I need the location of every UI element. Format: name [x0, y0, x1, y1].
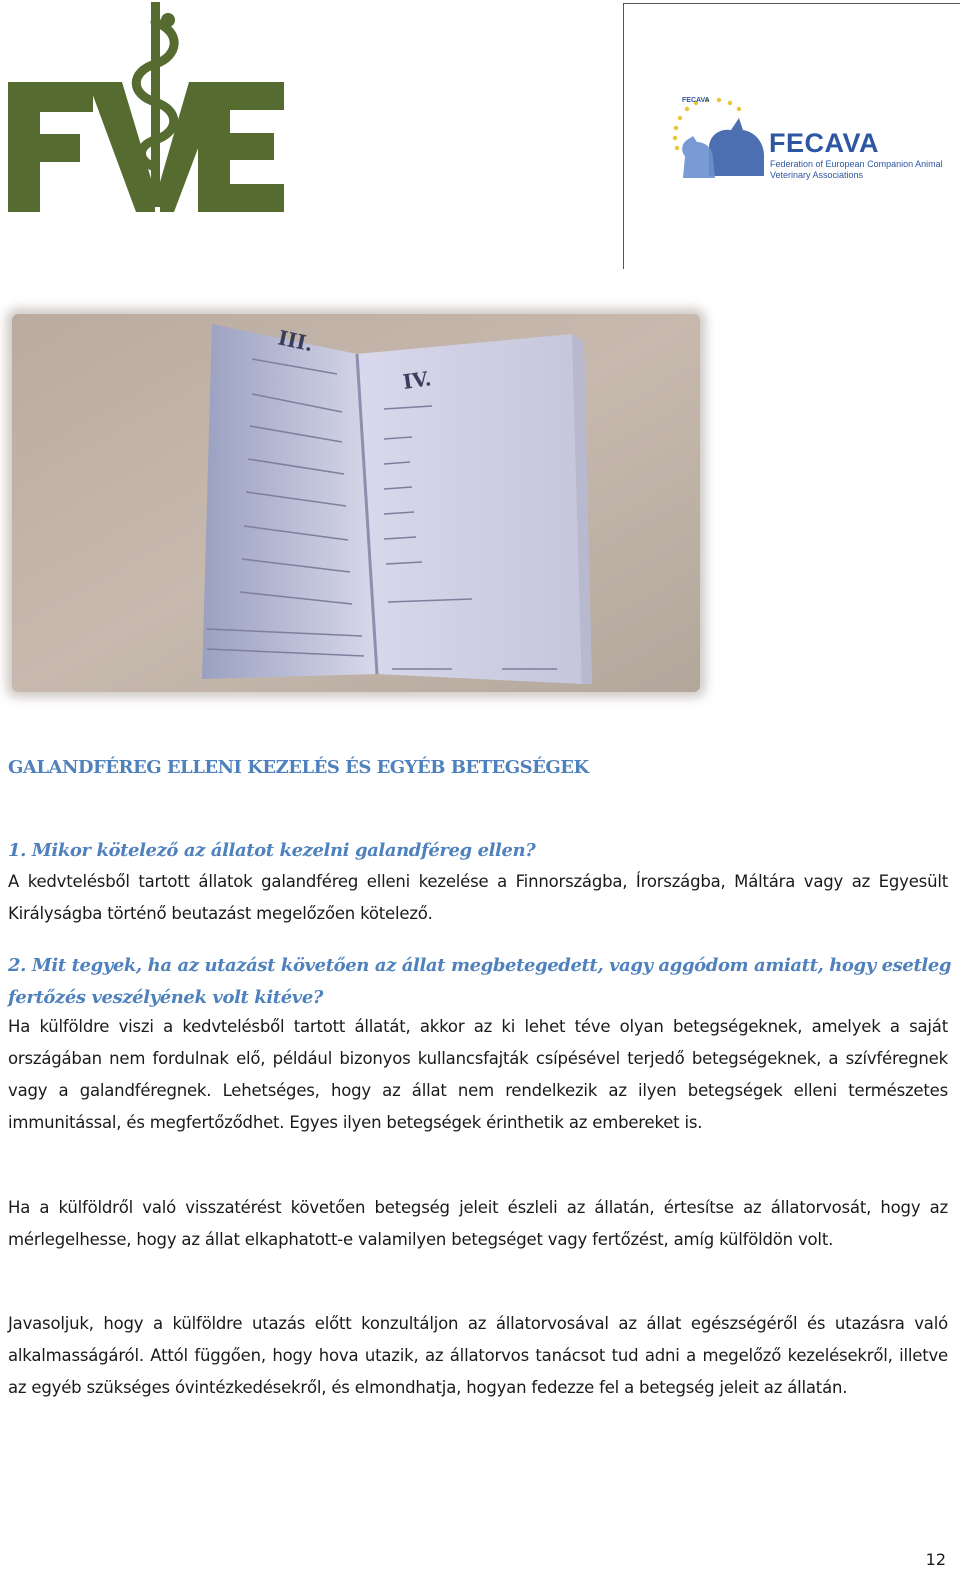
- fecava-name: FECAVA: [769, 128, 879, 158]
- question-2-answer-paragraph-1: Ha külföldre viszi a kedvtelésből tartott állatát, akkor az ki lehet téve olyan betegségeknek, amelyek a saját országában nem fordulnak elő, például bizonyos kullancsfajták csípésével terjedő betegségeknek, a szívféregnek vagy a galandféregnek. Lehetséges, hogy az állat nem rendelkezik az ilyen betegségek elleni természetes immunitással, és megfertőződhet. Egyes ilyen betegségek érinthetik az embereket is.: [8, 1017, 948, 1132]
- fecava-emblem-icon: [669, 96, 769, 181]
- page-number: 12: [925, 1550, 946, 1569]
- fecava-subtitle: Federation of European Companion Animal Veterinary Associations: [770, 159, 943, 180]
- section-heading: GALANDFÉREG ELLENI KEZELÉS ÉS EGYÉB BETEGSÉGEK: [8, 757, 589, 778]
- passport-illustration: [12, 314, 700, 692]
- fecava-arc-text: FECAVA: [682, 97, 710, 104]
- question-2-heading: 2. Mit tegyek, ha az utazást követően az állat megbetegedett, vagy aggódom amiatt, hogy esetleg fertőzés veszélyének volt kitéve?: [8, 955, 952, 1008]
- question-1-heading: 1. Mikor kötelező az állatot kezelni galandféreg ellen?: [8, 840, 536, 861]
- question-2-answer-paragraph-3: Javasoljuk, hogy a külföldre utazás előtt konzultáljon az állatorvosával az állat egészségéről és utazásra való alkalmasságáról. Attól függően, hogy hova utazik, az állatorvos tanácsot tud adni a megelőző kezelésekről, illetve az egyéb szükséges óvintézkedésekről, és elmondhatja, hogyan fedezze fel a betegség jeleit az állatán.: [8, 1314, 948, 1397]
- pet-passport-photo: [12, 314, 700, 692]
- right-page-number: IV.: [401, 366, 433, 394]
- fve-logo: [8, 2, 284, 212]
- question-1-answer: A kedvtelésből tartott állatok galandféreg elleni kezelése a Finnországba, Írországba, Máltára vagy az Egyesült Királyságba történő beutazást megelőzően kötelező.: [8, 872, 948, 923]
- fecava-logo-box: [623, 3, 960, 269]
- question-2-answer-paragraph-2: Ha a külföldről való visszatérést követően betegség jeleit észleli az állatán, értesítse az állatorvosát, hogy az mérlegelhesse, hogy az állat elkaphatott-e valamilyen betegséget vagy fertőzést, amíg külföldön volt.: [8, 1198, 948, 1249]
- left-page-number: III.: [275, 325, 316, 357]
